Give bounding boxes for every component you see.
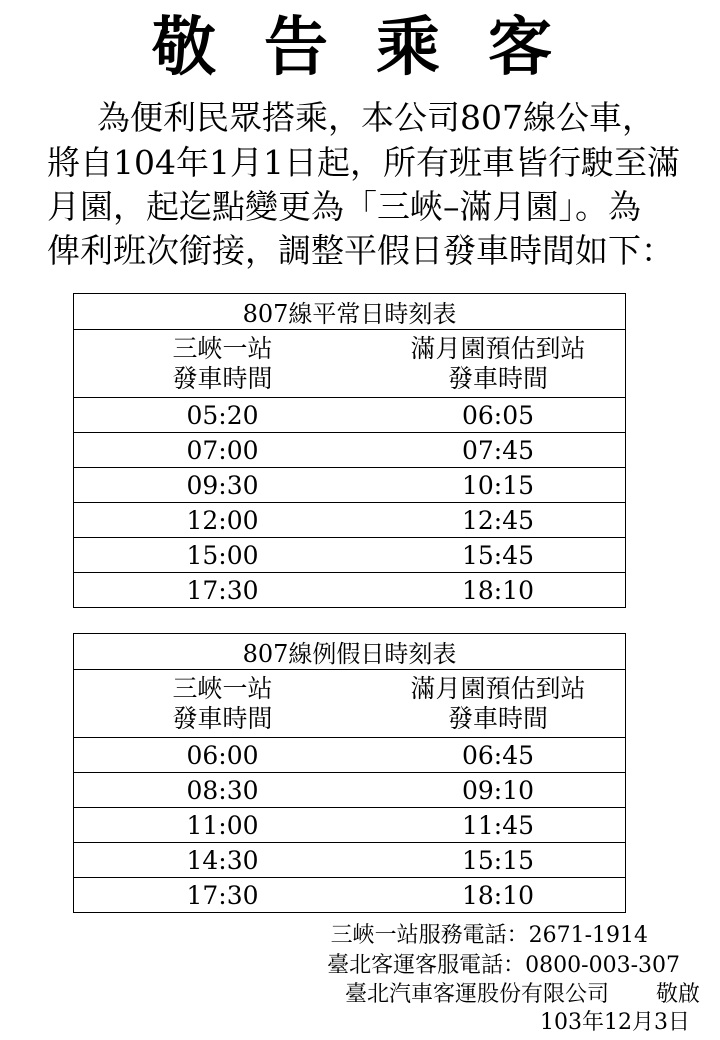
departure-column-header [74,330,371,397]
departure-time: 11:00 [186,810,259,840]
notice-paragraph-line: 月園，起迄點變更為「三峽–滿月園」。為 [47,187,641,226]
header-line: 發車時間 [447,703,548,733]
arrival-time: 06:05 [461,400,535,430]
departure-time: 15:00 [186,540,259,570]
header-line: 發車時間 [172,703,273,733]
closing-signature: 敬啟 [655,982,700,1007]
departure-time: 09:30 [186,470,259,500]
arrival-time: 10:15 [461,470,535,500]
table-row [74,842,625,877]
weekday-timetable [73,293,626,608]
table-row [74,572,625,607]
company-name: 臺北汽車客運股份有限公司 [345,982,610,1007]
notice-paragraph-line: 俾利班次銜接，調整平假日發車時間如下： [47,231,674,270]
table-title: 807線例假日時刻表 [242,640,457,668]
table-row [74,467,625,502]
arrival-time: 15:15 [461,845,535,875]
header-line: 三峽一站 [172,333,273,363]
table-title: 807線平常日時刻表 [242,300,457,328]
table-row [74,432,625,467]
departure-time: 08:30 [186,775,259,805]
table-row [74,807,625,842]
table-row [74,772,625,807]
arrival-time: 06:45 [461,740,535,770]
arrival-time: 07:45 [461,435,535,465]
table-row [74,397,625,432]
table-row [74,737,625,772]
table-row [74,502,625,537]
departure-column-header [74,670,371,737]
header-line: 滿月園預估到站 [410,673,586,703]
departure-time: 12:00 [186,505,259,535]
arrival-time: 12:45 [461,505,535,535]
table-row [74,537,625,572]
arrival-time: 15:45 [461,540,535,570]
customer-service-phone: 臺北客運客服電話：0800-003-307 [327,953,680,978]
departure-time: 14:30 [186,845,259,875]
notice-paragraph-line: 將自104年1月1日起，所有班車皆行駛至滿 [47,143,680,182]
notice-date: 103年12月3日 [540,1010,690,1035]
arrival-time: 18:10 [461,880,535,910]
departure-time: 06:00 [186,740,259,770]
arrival-time: 11:45 [461,810,535,840]
header-line: 三峽一站 [172,673,273,703]
departure-time: 07:00 [186,435,259,465]
arrival-time: 18:10 [461,575,535,605]
notice-title: 敬告乘客 [152,11,600,85]
arrival-time: 09:10 [461,775,535,805]
holiday-timetable [73,633,626,913]
header-line: 發車時間 [172,363,273,393]
departure-time: 17:30 [186,880,259,910]
sanxia-station-phone: 三峽一站服務電話：2671-1914 [330,923,648,948]
notice-paragraph-line: 為便利民眾搭乘，本公司807線公車， [97,98,655,137]
table-header-row [74,669,625,737]
departure-time: 17:30 [186,575,259,605]
header-line: 發車時間 [447,363,548,393]
arrival-column-header [371,330,625,397]
departure-time: 05:20 [186,400,259,430]
header-line: 滿月園預估到站 [410,333,586,363]
table-row [74,877,625,912]
table-header-row [74,329,625,397]
arrival-column-header [371,670,625,737]
